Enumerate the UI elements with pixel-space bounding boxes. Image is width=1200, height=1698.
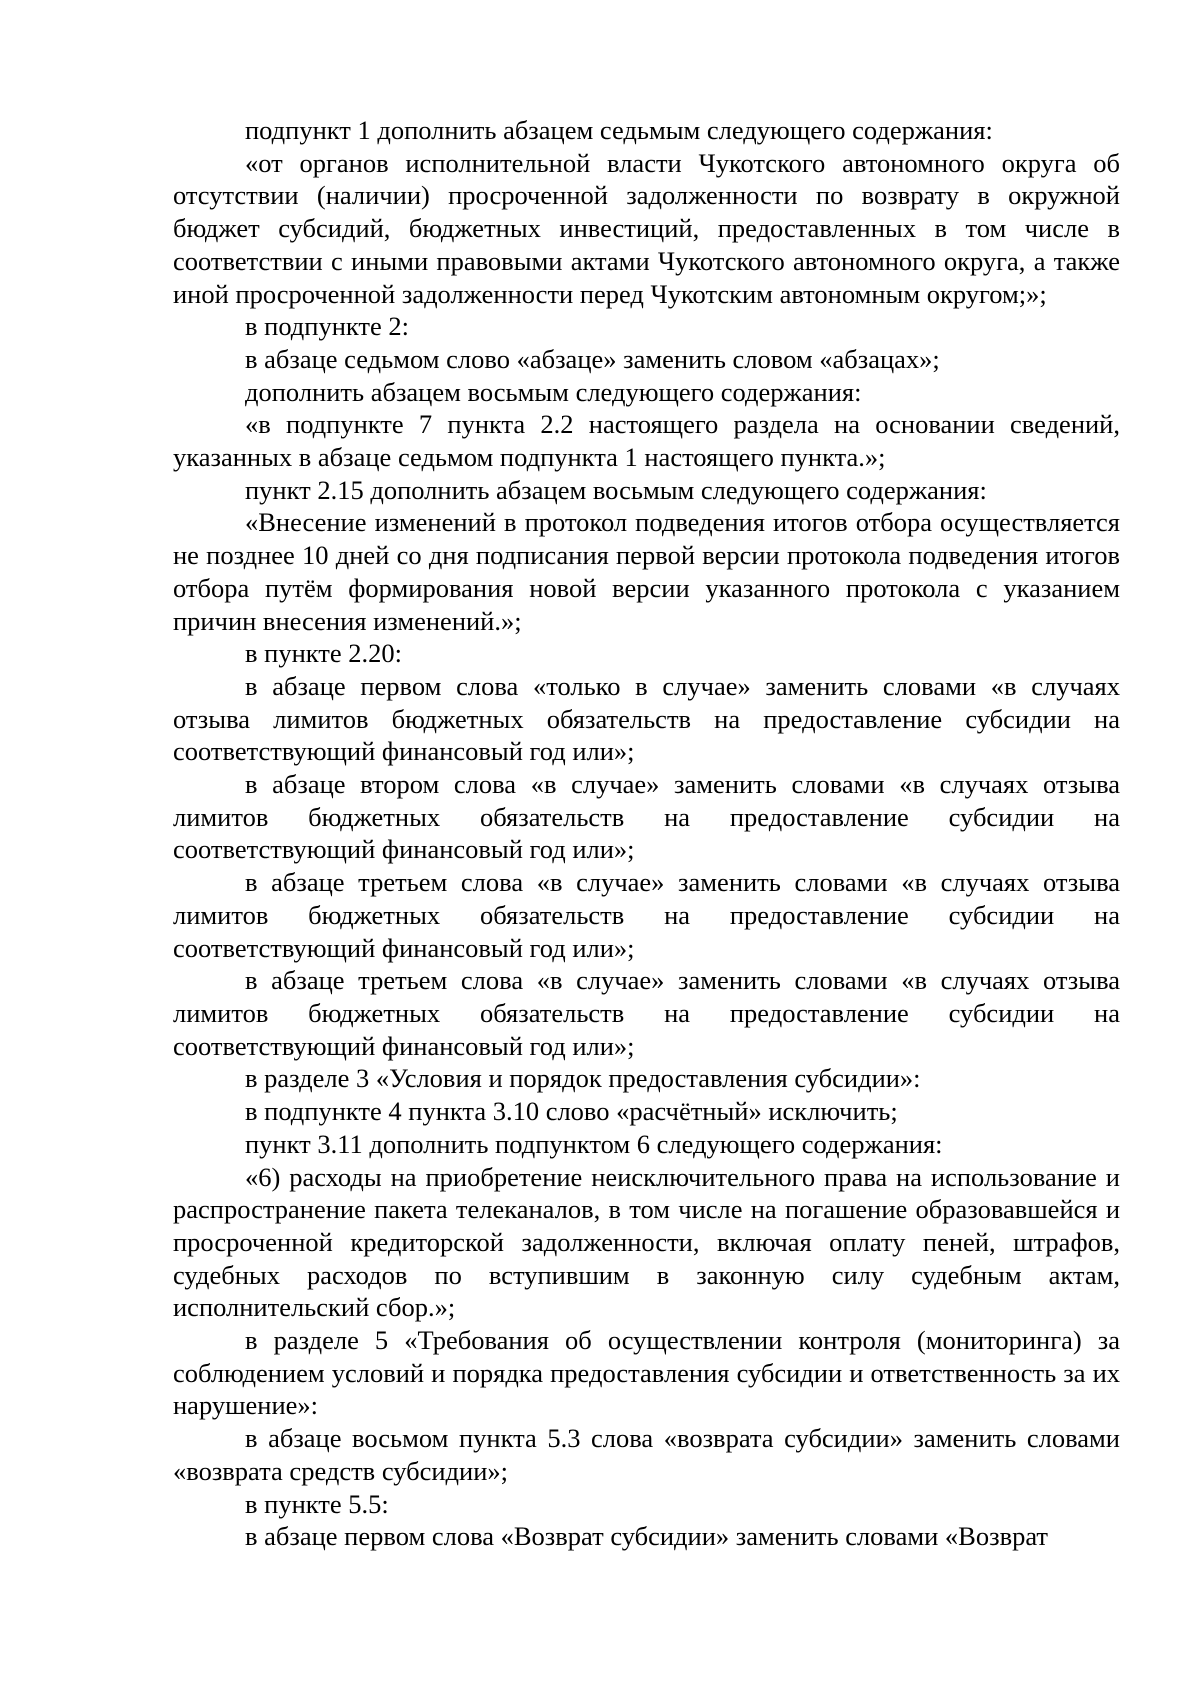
paragraph: в пункте 2.20: [245,638,402,669]
paragraph: «Внесение изменений в протокол подведения итогов отбора осуществляется не позднее 10 дней со дня подписания первой версии протокола подведения итогов отбора путём формирования новой версии указанного протокола с указанием причин внесения изменений.»; [173,507,1120,636]
paragraph: в подпункте 2: [245,311,410,342]
paragraph: в абзаце седьмом слово «абзаце» заменить словом «абзацах»; [245,343,940,374]
paragraph: в абзаце первом слова «Возврат субсидии» заменить словами «Возврат [245,1521,1048,1552]
paragraph: в абзаце первом слова «только в случае» заменить словами «в случаях отзыва лимитов бюджетных обязательств на предоставление субсидии на соответствующий финансовый год или»; [173,670,1120,767]
paragraph: в пункте 5.5: [245,1488,389,1519]
paragraph: пункт 3.11 дополнить подпунктом 6 следующего содержания: [245,1128,943,1159]
paragraph: пункт 2.15 дополнить абзацем восьмым следующего содержания: [245,474,987,505]
paragraph: в абзаце восьмом пункта 5.3 слова «возврата субсидии» заменить словами «возврата средств субсидии»; [173,1423,1120,1486]
paragraph: в абзаце третьем слова «в случае» заменить словами «в случаях отзыва лимитов бюджетных обязательств на предоставление субсидии на соответствующий финансовый год или»; [173,867,1120,963]
paragraph: в подпункте 4 пункта 3.10 слово «расчётный» исключить; [245,1096,898,1127]
paragraph: дополнить абзацем восьмым следующего содержания: [245,376,862,407]
paragraph: в абзаце втором слова «в случае» заменить словами «в случаях отзыва лимитов бюджетных обязательств на предоставление субсидии на соответствующий финансовый год или»; [173,769,1120,865]
paragraph: в разделе 5 «Требования об осуществлении контроля (мониторинга) за соблюдением условий и порядка предоставления субсидии и ответственность за их нарушение»: [173,1325,1120,1421]
paragraph: «от органов исполнительной власти Чукотского автономного округа об отсутствии (наличии) просроченной задолженности по возврату в окружной бюджет субсидий, бюджетных инвестиций, предоставленных в том числе в соответствии с иными правовыми актами Чукотского автономного округа, а также иной просроченной задолженности перед Чукотским автономным округом;»; [173,147,1120,309]
paragraph: в абзаце третьем слова «в случае» заменить словами «в случаях отзыва лимитов бюджетных обязательств на предоставление субсидии на соответствующий финансовый год или»; [173,965,1120,1061]
paragraph: в разделе 3 «Условия и порядок предоставления субсидии»: [245,1063,921,1094]
paragraph: «в подпункте 7 пункта 2.2 настоящего раздела на основании сведений, указанных в абзаце седьмом подпункта 1 настоящего пункта.»; [173,409,1120,473]
paragraph: подпункт 1 дополнить абзацем седьмым следующего содержания: [245,115,993,145]
paragraph: «6) расходы на приобретение неисключительного права на использование и распространение пакета телеканалов, в том числе на погашение образовавшейся и просроченной кредиторской задолженности, включая оплату пеней, штрафов, судебных расходов по вступившим в законную силу судебным актам, исполнительский сбор.»; [173,1161,1120,1323]
document-body [173,114,1120,1553]
